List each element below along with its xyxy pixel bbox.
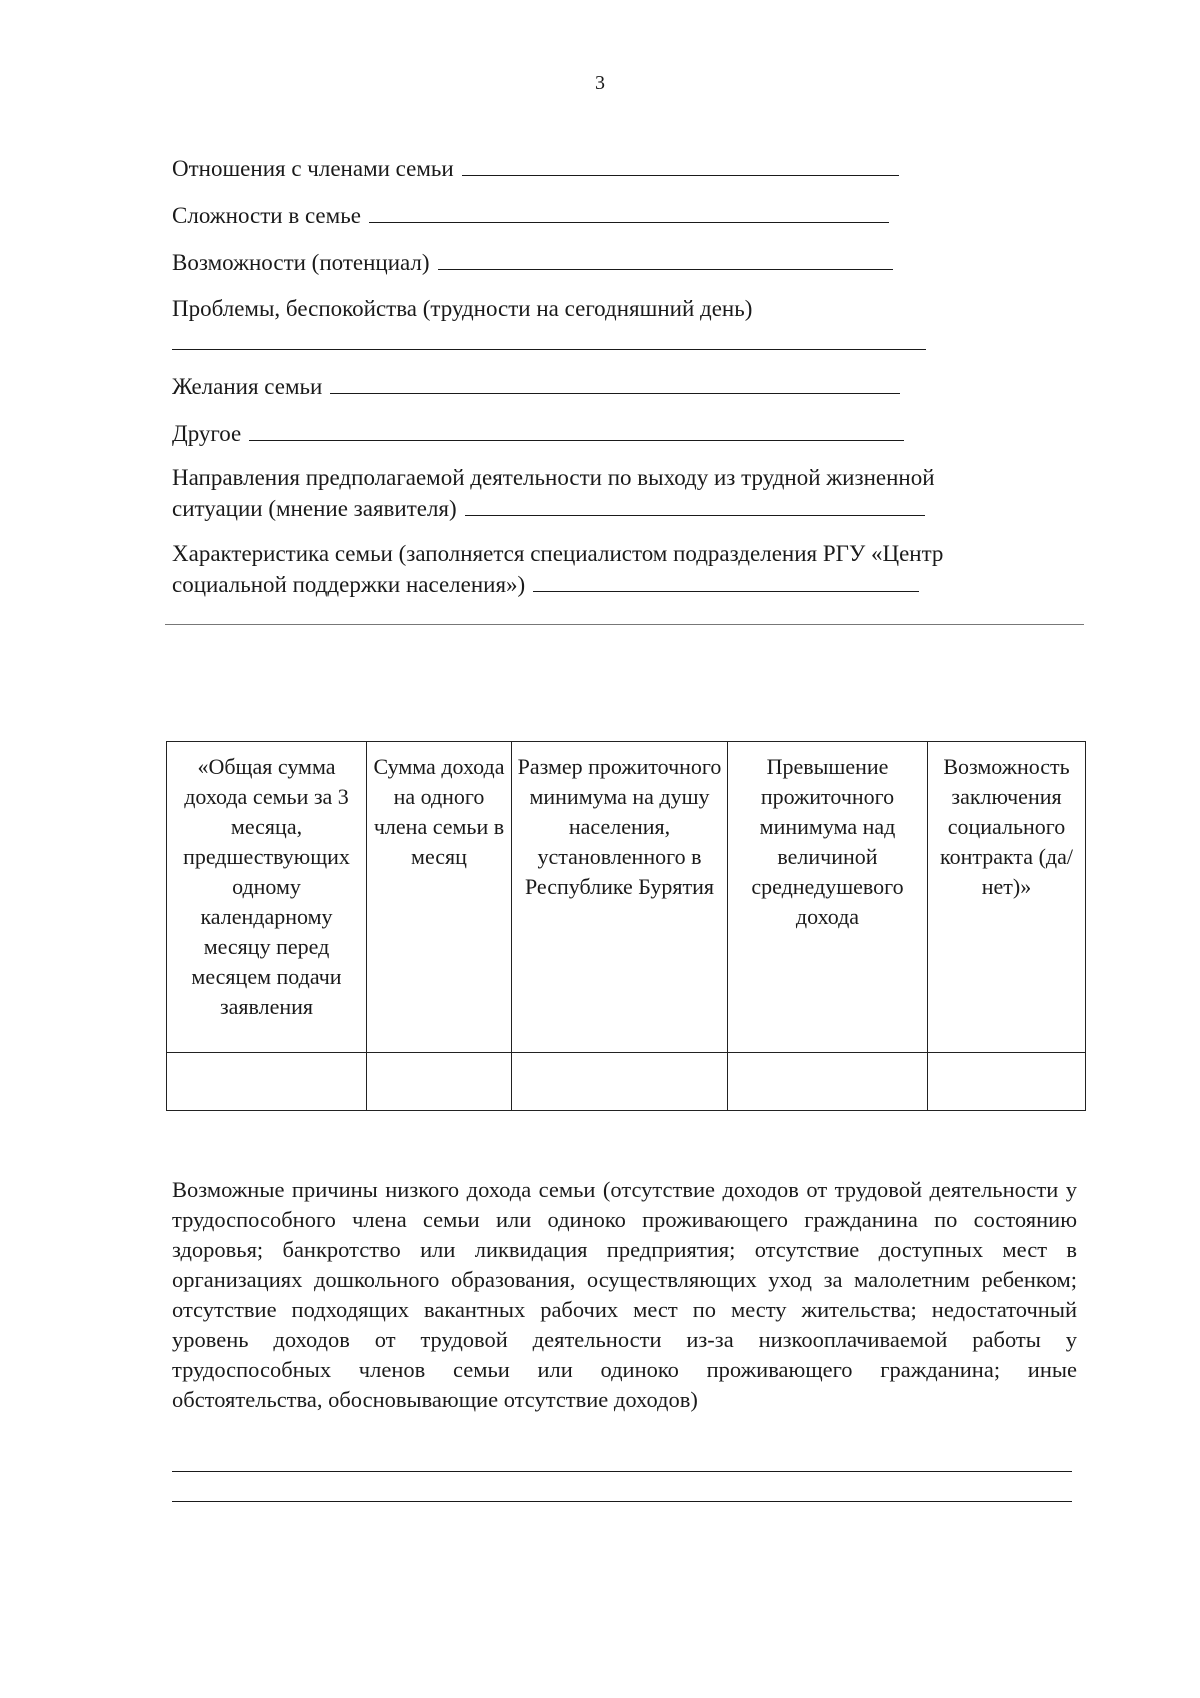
header-minimum-excess: Превышение прожиточного минимума над величиной среднедушевого дохода xyxy=(728,742,928,1053)
field-label: Другое xyxy=(172,421,242,446)
field-problems xyxy=(172,294,752,324)
field-family-difficulties xyxy=(172,200,889,231)
field-family-relations xyxy=(172,153,899,184)
fill-in-line[interactable] xyxy=(462,153,899,176)
table-header-row xyxy=(167,742,1086,1053)
low-income-reasons: Возможные причины низкого дохода семьи (отсутствие доходов от трудовой деятельности у трудоспособного члена семьи или одиноко проживающего гражданина по состоянию здоровья; банкротство или ликвидация предприятия; отсутствие доступных мест в организациях дошкольного образования, осуществляющих уход за малолетним ребенком; отсутствие подходящих вакантных рабочих мест по месту жительства; недостаточный уровень доходов от трудовой деятельности из-за низкооплачиваемой работы у трудоспособных членов семьи или одиноко проживающего гражданина; иные обстоятельства, обосновывающие отсутствие доходов) xyxy=(172,1177,1077,1412)
field-label-line2: социальной поддержки населения») xyxy=(172,572,526,597)
income-table xyxy=(166,741,1086,1111)
field-label-line1: Направления предполагаемой деятельности по выходу из трудной жизненной xyxy=(172,465,935,490)
field-label-line1: Характеристика семьи (заполняется специалистом подразделения РГУ «Центр xyxy=(172,541,944,566)
fill-in-line[interactable] xyxy=(438,247,893,270)
field-opportunities xyxy=(172,247,893,278)
field-other xyxy=(172,418,904,449)
fill-in-line[interactable] xyxy=(249,418,904,441)
header-income-per-member: Сумма дохода на одного члена семьи в месяц xyxy=(367,742,512,1053)
cell-income-per-member[interactable] xyxy=(367,1053,512,1111)
fill-in-line-reasons-2[interactable] xyxy=(172,1501,1072,1502)
field-label-line2: ситуации (мнение заявителя) xyxy=(172,496,457,521)
field-label: Возможности (потенциал) xyxy=(172,250,430,275)
cell-subsistence-minimum[interactable] xyxy=(512,1053,728,1111)
field-family-characteristic xyxy=(172,539,943,600)
header-subsistence-minimum: Размер прожиточного минимума на душу населения, установленного в Республике Бурятия xyxy=(512,742,728,1053)
fill-in-line-reasons-1[interactable] xyxy=(172,1471,1072,1472)
field-label: Сложности в семье xyxy=(172,203,361,228)
header-total-income: «Общая сумма дохода семьи за 3 месяца, предшествующих одному календарному месяцу перед месяцем подачи заявления xyxy=(167,742,367,1053)
table-row xyxy=(167,1053,1086,1111)
field-directions xyxy=(172,463,935,524)
cell-contract-possibility[interactable] xyxy=(928,1053,1086,1111)
field-label: Отношения с членами семьи xyxy=(172,156,454,181)
fill-in-line[interactable] xyxy=(330,371,900,394)
fill-in-line[interactable] xyxy=(465,493,925,516)
cell-total-income[interactable] xyxy=(167,1053,367,1111)
fill-in-line-problems[interactable] xyxy=(172,349,926,350)
cell-minimum-excess[interactable] xyxy=(728,1053,928,1111)
section-divider xyxy=(165,624,1084,625)
field-label: Желания семьи xyxy=(172,374,323,399)
page-number: 3 xyxy=(595,72,605,94)
fill-in-line[interactable] xyxy=(533,569,919,592)
field-family-wishes xyxy=(172,371,900,402)
field-label: Проблемы, беспокойства (трудности на сегодняшний день) xyxy=(172,296,753,321)
fill-in-line[interactable] xyxy=(369,200,889,223)
header-contract-possibility: Возможность заключения социального контракта (да/ нет)» xyxy=(928,742,1086,1053)
